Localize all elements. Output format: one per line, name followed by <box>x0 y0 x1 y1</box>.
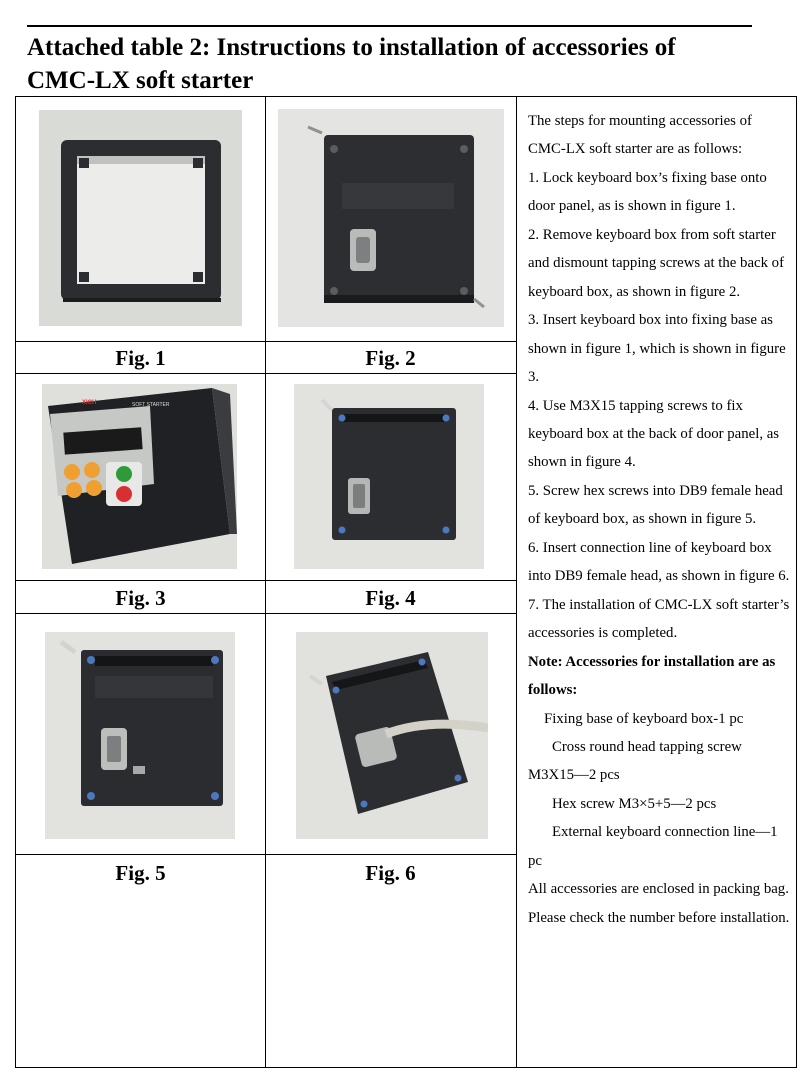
step-6: 6. Insert connection line of keyboard box into DB9 female head, as shown in figure 6. <box>528 539 790 585</box>
column-divider <box>516 97 517 1067</box>
row-divider <box>16 854 517 855</box>
note-heading: Note: Accessories for installation are as follows: <box>528 653 776 699</box>
fig3-caption: Fig. 3 <box>115 586 166 610</box>
fig4-photo <box>294 384 484 569</box>
document-title <box>27 31 787 97</box>
row-divider <box>16 341 517 342</box>
fig6-photo <box>296 632 488 839</box>
fig4-caption: Fig. 4 <box>365 586 416 610</box>
title-line-2: CMC-LX soft starter <box>27 67 254 94</box>
instructions-intro: The steps for mounting accessories of CMC-LX soft starter are as follows: <box>528 113 752 158</box>
fig3-brand-text: XICH <box>82 400 97 406</box>
fig2-photo <box>278 109 504 327</box>
fig2-caption: Fig. 2 <box>365 346 416 370</box>
step-3: 3. Insert keyboard box into fixing base as shown in figure 1, which is shown in figure 3. <box>528 312 786 386</box>
fig5-photo <box>45 632 235 839</box>
closing-note: All accessories are enclosed in packing bag. Please check the number before installation. <box>528 881 790 926</box>
fig5-caption: Fig. 5 <box>115 861 166 885</box>
accessory-item: External keyboard connection line—1 pc <box>528 824 778 869</box>
top-rule <box>27 25 752 27</box>
row-divider <box>16 580 517 581</box>
row-divider <box>16 613 517 614</box>
step-7: 7. The installation of CMC-LX soft starter’s accessories is completed. <box>528 596 790 642</box>
row-divider <box>16 373 517 374</box>
step-2: 2. Remove keyboard box from soft starter and dismount tapping screws at the back of keyboard box, as shown in figure 2. <box>528 226 785 300</box>
accessory-item: Fixing base of keyboard box-1 pc <box>544 710 744 727</box>
step-5: 5. Screw hex screws into DB9 female head of keyboard box, as shown in figure 5. <box>528 482 783 528</box>
accessory-item: Cross round head tapping screw M3X15—2 pcs <box>528 738 742 784</box>
fig1-photo <box>39 110 242 326</box>
title-line-1: Attached table 2: Instructions to installation of accessories of <box>27 34 676 61</box>
column-divider <box>265 97 266 1067</box>
fig3-panel-label: SOFT STARTER <box>132 402 170 408</box>
fig1-caption: Fig. 1 <box>115 346 166 370</box>
installation-instructions <box>528 107 790 932</box>
step-1: 1. Lock keyboard box’s fixing base onto door panel, as is shown in figure 1. <box>528 169 767 215</box>
accessories-table <box>15 96 797 1068</box>
step-4: 4. Use M3X15 tapping screws to fix keyboard box at the back of door panel, as shown in figure 4. <box>528 397 780 471</box>
fig3-photo <box>42 384 237 569</box>
accessory-item: Hex screw M3×5+5—2 pcs <box>552 795 717 812</box>
fig6-caption: Fig. 6 <box>365 861 416 885</box>
